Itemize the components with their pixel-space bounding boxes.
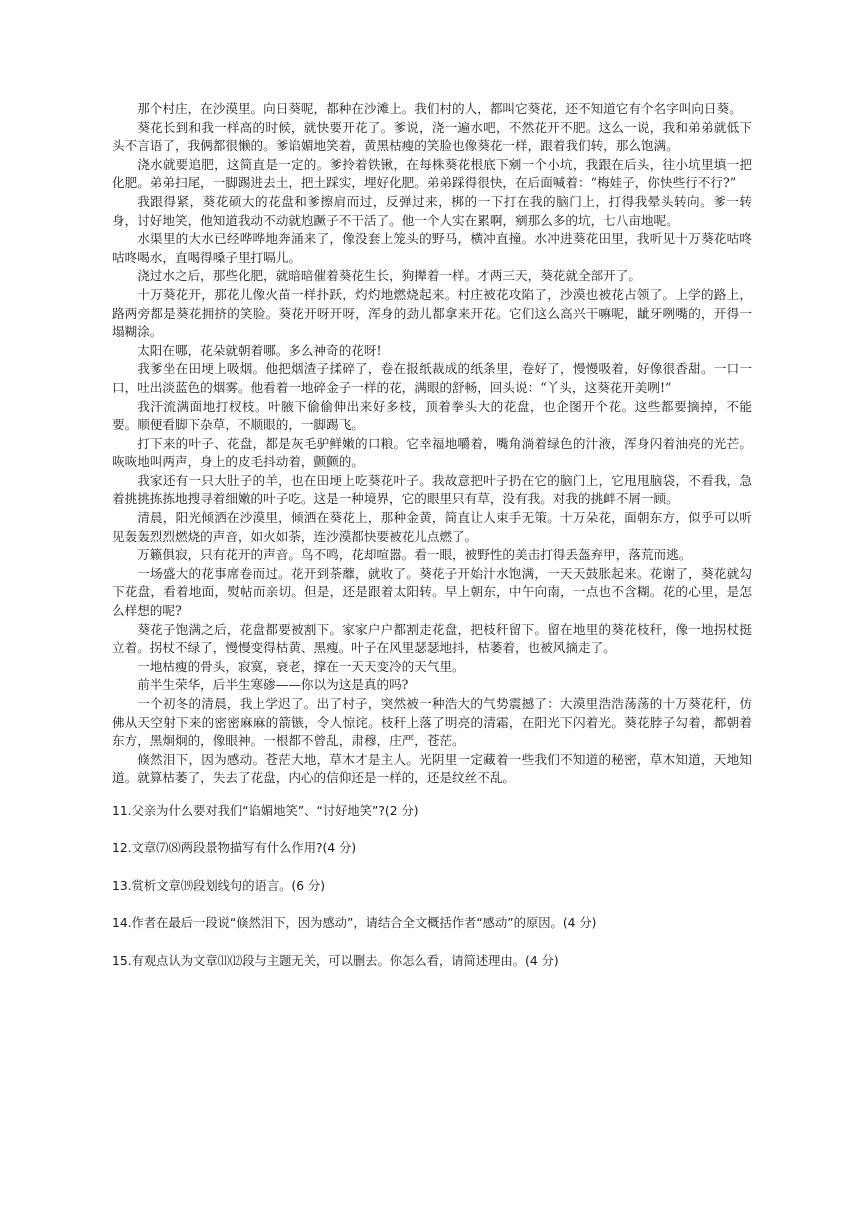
paragraph-5: 水渠里的大水已经哗哗地奔涌来了，像没套上笼头的野马，横冲直撞。水冲进葵花田里，我听见十万葵花咕咚咕咚喝水，直喝得嗓子里打嗝儿。	[112, 231, 752, 265]
question-13: 13.赏析文章⒆段划线句的语言。(6 分)	[112, 878, 326, 893]
paragraph-9: 我爹坐在田埂上吸烟。他把烟渣子揉碎了，卷在报纸裁成的纸条里，卷好了，慢慢吸着，好像很香甜。一口一口，吐出淡蓝色的烟雾。他看着一地碎金子一样的花，满眼的舒畅，回头说：“丫头，这葵花开美咧!”	[112, 361, 752, 395]
reading-passage	[112, 100, 752, 788]
paragraph-16: 葵花子饱满之后，花盘都要被割下。家家户户都割走花盘，把枝秆留下。留在地里的葵花枝秆，像一地拐杖挺立着。拐杖不绿了，慢慢变得枯黄、黑瘦。叶子在风里瑟瑟地抖，枯萎着，也被风摘走了。	[112, 621, 752, 656]
paragraph-3: 浇水就要追肥，这简直是一定的。爹拎着铁锹，在每株葵花根底下剜一个小坑，我跟在后头，往小坑里填一把化肥。弟弟扫尾，一脚踢进去土，把土踩实，埋好化肥。弟弟踩得很快，在后面喊着：“梅娃子，你快些行不行?”	[112, 156, 752, 191]
paragraph-20: 倏然泪下，因为感动。苍茫大地，草木才是主人。光阴里一定藏着一些我们不知道的秘密，草木知道，天地知道。就算枯萎了，失去了花盘，内心的信仰还是一样的，还是纹丝不乱。	[112, 751, 752, 786]
paragraph-17: 一地枯瘦的骨头，寂寞，衰老，撑在一天天变冷的天气里。	[137, 658, 465, 674]
question-12: 12.文章⑺⑻两段景物描写有什么作用?(4 分)	[112, 841, 357, 856]
paragraph-6: 浇过水之后，那些化肥，就暗暗催着葵花生长，狗撵着一样。才两三天，葵花就全部开了。	[137, 268, 641, 284]
paragraph-2: 葵花长到和我一样高的时候，就快要开花了。爹说，浇一遍水吧，不然花开不肥。这么一说，我和弟弟就低下头不言语了，我俩都很懒的。爹谄媚地笑着，黄黑枯瘦的笑脸也像葵花一样，跟着我们转，那么饱满。	[112, 119, 752, 154]
paragraph-8: 太阳在哪，花朵就朝着哪。多么神奇的花呀!	[137, 342, 382, 358]
paragraph-15: 一场盛大的花事席卷而过。花开到荼蘼，就收了。葵花子开始汁水饱满，一天天鼓胀起来。花谢了，葵花就勾下花盘，看着地面，熨帖而亲切。但是，还是跟着太阳转。早上朝东，中午向南，一点也不含糊。花的心里，是怎么样想的呢?	[112, 565, 752, 619]
document-page	[112, 100, 752, 989]
paragraph-1: 那个村庄，在沙漠里。向日葵呢，都种在沙滩上。我们村的人，都叫它葵花，还不知道它有个名字叫向日葵。	[137, 101, 742, 116]
paragraph-14: 万籁俱寂，只有花开的声音。鸟不鸣，花却喧嚣。看一眼，被野性的美击打得丢盔弃甲，落荒而逃。	[137, 547, 692, 563]
question-list	[112, 802, 752, 970]
paragraph-12: 我家还有一只大肚子的羊，也在田埂上吃葵花叶子。我故意把叶子扔在它的脑门上，它甩甩脑袋，不看我，急着挑挑拣拣地搜寻着细嫩的叶子吃。这是一种境界，它的眼里只有草，没有我。对我的挑衅不屑一顾。	[112, 472, 752, 507]
paragraph-19: 一个初冬的清晨，我上学迟了。出了村子，突然被一种浩大的气势震撼了：大漠里浩浩荡荡的十万葵花秆，仿佛从天空射下来的密密麻麻的箭镞，令人惊诧。枝秆上落了明亮的清霜，在阳光下闪着光。葵花脖子勾着，都朝着东方，黑炯炯的，像眼神。一根都不曾乱，肃穆，庄严，苍茫。	[112, 696, 752, 749]
paragraph-7: 十万葵花开，那花儿像火苗一样扑跃，灼灼地燃烧起来。村庄被花攻陷了，沙漠也被花占领了。上学的路上，路两旁都是葵花拥挤的笑脸。葵花开呀开呀，浑身的劲儿都拿来开花。它们这么高兴干嘛呢，龇牙咧嘴的，开得一塌糊涂。	[112, 286, 752, 340]
paragraph-18: 前半生荣华，后半生寒碜——你以为这是真的吗?	[137, 677, 409, 693]
paragraph-11: 打下来的叶子、花盘，都是灰毛驴鲜嫩的口粮。它幸福地嚼着，嘴角淌着绿色的汁液，浑身闪着油亮的光芒。咴咴地叫两声，身上的皮毛抖动着，颤颤的。	[112, 435, 752, 470]
paragraph-13: 清晨，阳光倾洒在沙漠里，倾洒在葵花上，那种金黄，简直让人束手无策。十万朵花，面朝东方，似乎可以听见轰轰烈烈燃烧的声音，如火如荼，连沙漠都快要被花儿点燃了。	[112, 510, 752, 544]
paragraph-10: 我汗流满面地打杈枝。叶腋下偷偷伸出来好多枝，顶着拳头大的花盘，也企图开个花。这些都要摘掉，不能要。顺便看脚下杂草，不顺眼的，一脚踢飞。	[112, 398, 752, 433]
question-14: 14.作者在最后一段说“倏然泪下，因为感动”，请结合全文概括作者“感动”的原因。(4 分)	[112, 916, 597, 931]
paragraph-4: 我跟得紧，葵花硕大的花盘和爹擦肩而过，反弹过来，梆的一下打在我的脑门上，打得我晕头转向。爹一转身，讨好地笑，他知道我动不动就尥蹶子不干活了。他一个人实在累啊，剜那么多的坑，七八亩地呢。	[112, 193, 752, 228]
question-15: 15.有观点认为文章⑾⑿段与主题无关，可以删去。你怎么看，请简述理由。(4 分)	[112, 953, 559, 968]
question-11: 11.父亲为什么要对我们“谄媚地笑”、“讨好地笑”?(2 分)	[112, 803, 419, 818]
